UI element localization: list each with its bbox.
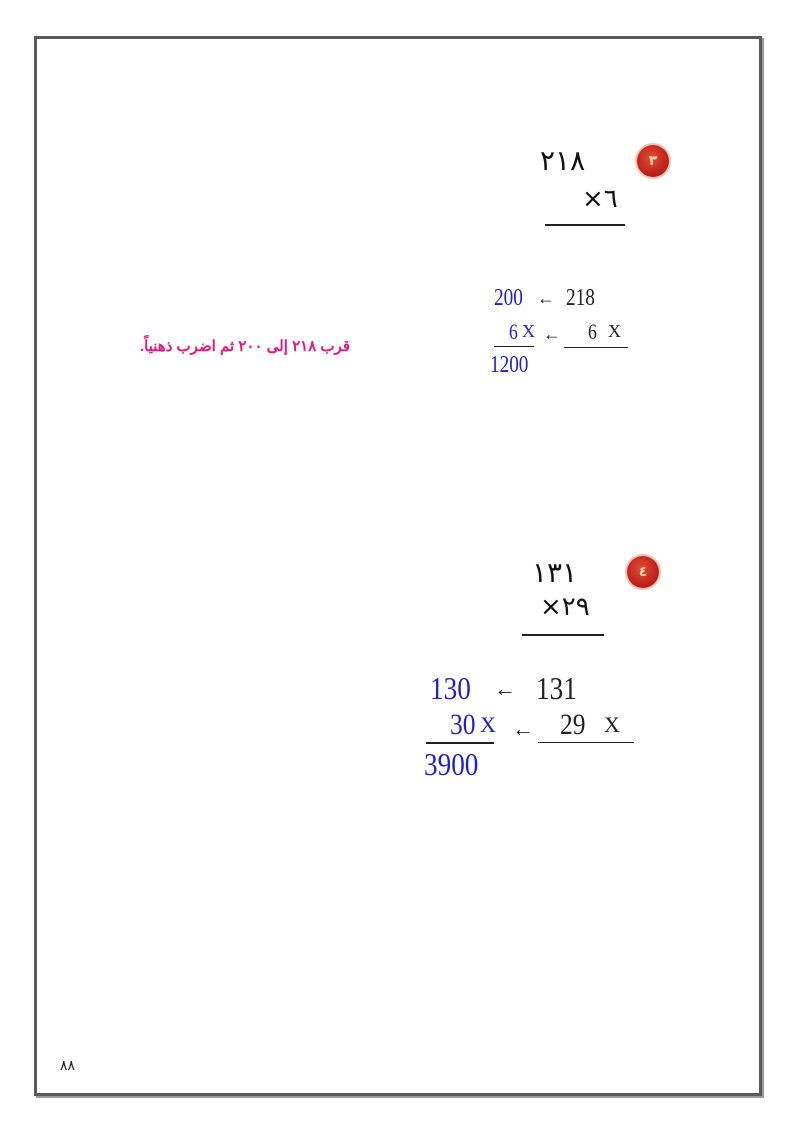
problem-3-rounded-multiplier: 6 xyxy=(509,319,518,344)
problem-4-result: 3900 xyxy=(424,746,479,782)
problem-4-arrow-1: ← xyxy=(494,676,516,701)
problem-3-multiplier: ٦× xyxy=(582,184,618,214)
problem-4-multiplier: ٢٩× xyxy=(540,592,590,622)
page-number: ٨٨ xyxy=(60,1058,76,1074)
problem-3-top-number: ٢١٨ xyxy=(540,144,586,177)
problem-3-hint: قرب ٢١٨ إلى ٢٠٠ ثم اضرب ذهنياً. xyxy=(140,338,351,355)
problem-3-rule xyxy=(545,224,625,226)
problem-4-blue-rule xyxy=(426,742,494,744)
problem-3-mult-sign-black: X xyxy=(608,321,621,341)
problem-3-original-multiplier: 6 xyxy=(588,319,597,344)
problem-4-arrow-2: ← xyxy=(512,716,534,741)
problem-3-original-number: 218 xyxy=(566,285,595,311)
problem-4-rounded-multiplier: 30 xyxy=(450,708,476,741)
problem-3-arrow-1: ← xyxy=(537,288,555,308)
problem-4-badge-icon: ٤ xyxy=(627,556,659,588)
problem-3-badge-icon: ٣ xyxy=(637,145,669,177)
problem-4-mult-sign-black: X xyxy=(604,712,620,737)
problem-4-black-rule xyxy=(538,742,634,743)
problem-3-result: 1200 xyxy=(490,352,529,378)
problem-4-rule xyxy=(522,634,604,636)
problem-3-rounded-number: 200 xyxy=(494,285,523,311)
problem-4-top-number: ١٣١ xyxy=(532,556,578,589)
problem-4-rounded-number: 130 xyxy=(430,670,471,706)
problem-3-black-rule xyxy=(564,347,628,348)
problem-3-mult-sign-blue: X xyxy=(522,321,535,341)
problem-4-original-multiplier: 29 xyxy=(560,708,586,741)
problem-4-original-number: 131 xyxy=(536,670,577,706)
problem-3-arrow-2: ← xyxy=(543,324,561,344)
problem-3-blue-rule xyxy=(494,346,534,347)
problem-4-mult-sign-blue: X xyxy=(480,712,496,737)
